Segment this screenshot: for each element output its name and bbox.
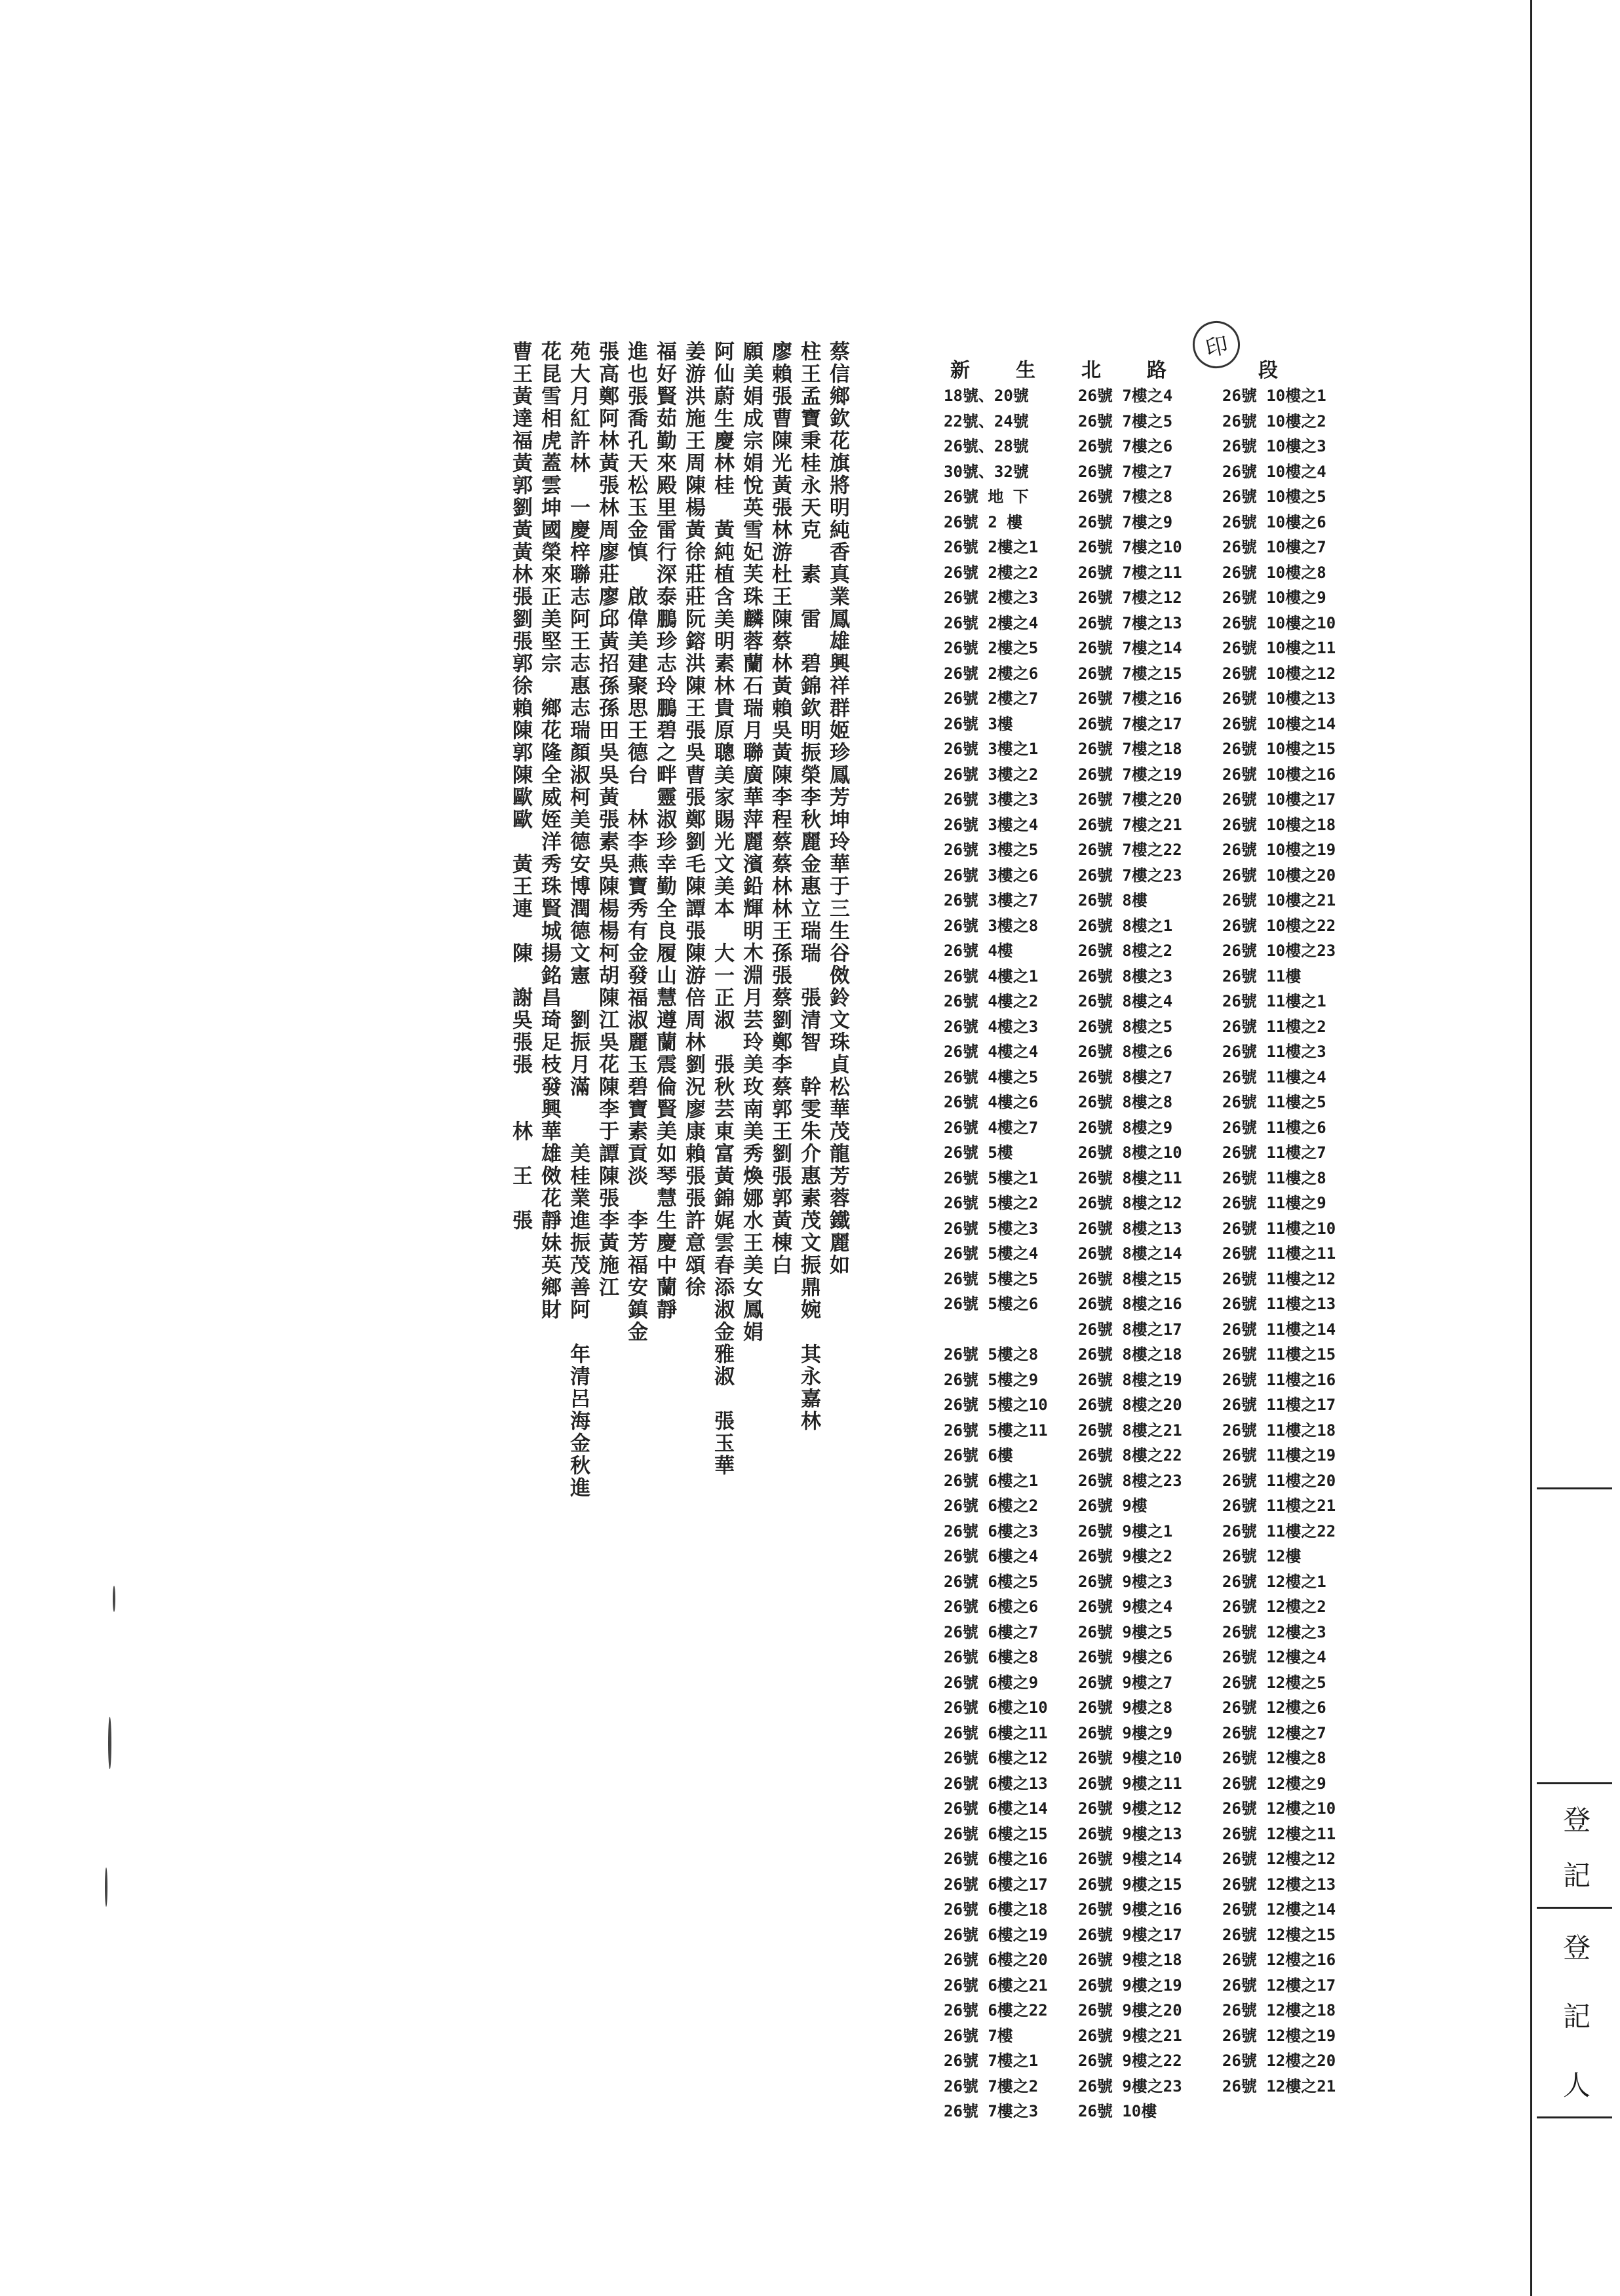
address-entry: 26號 12樓之15 bbox=[1222, 1925, 1336, 1944]
address-entry: 26號 9樓之9 bbox=[1078, 1723, 1173, 1742]
address-entry: 26號 8樓之19 bbox=[1078, 1370, 1182, 1389]
address-entry: 26號 12樓之6 bbox=[1222, 1698, 1326, 1717]
address-entry: 26號 7樓之4 bbox=[1078, 387, 1173, 405]
address-entry: 26號 12樓 bbox=[1222, 1547, 1302, 1565]
address-entry: 26號 9樓之12 bbox=[1078, 1799, 1182, 1818]
address-entry: 26號 12樓之16 bbox=[1222, 1951, 1336, 1969]
name-column: 柱王孟寶秉桂永天克 素 雷 碧錦欽明振榮李秋麗金惠立瑞瑞 張清智 幹雯朱介惠素茂文振鼎婉 其永嘉林 bbox=[797, 341, 820, 1432]
address-entry: 26號 9樓之14 bbox=[1078, 1850, 1182, 1868]
address-entry: 26號 2樓之2 bbox=[944, 563, 1039, 582]
address-entry: 26號 10樓之18 bbox=[1222, 815, 1336, 834]
address-entry: 26號 10樓之12 bbox=[1222, 664, 1336, 683]
address-entry: 26號 9樓之11 bbox=[1078, 1774, 1182, 1793]
address-entry: 26號 9樓之10 bbox=[1078, 1749, 1182, 1767]
address-entry: 26號 8樓之9 bbox=[1078, 1118, 1173, 1137]
address-entry: 26號 9樓之18 bbox=[1078, 1951, 1182, 1969]
address-entry: 26號 11樓之19 bbox=[1222, 1446, 1336, 1464]
address-entry: 26號 12樓之9 bbox=[1222, 1774, 1326, 1793]
address-entry: 18號、20號 bbox=[944, 387, 1029, 405]
address-entry: 26號 12樓之17 bbox=[1222, 1976, 1336, 1995]
address-entry: 26號 11樓之15 bbox=[1222, 1345, 1336, 1364]
margin-label: 記 bbox=[1563, 1860, 1591, 1892]
address-entry: 26號 7樓之18 bbox=[1078, 740, 1182, 758]
address-entry: 26號 3樓之2 bbox=[944, 765, 1039, 784]
address-entry: 26號 10樓之17 bbox=[1222, 790, 1336, 809]
scan-mark bbox=[105, 1867, 107, 1907]
address-entry: 26號 10樓之7 bbox=[1222, 538, 1326, 556]
address-entry: 26號 10樓之21 bbox=[1222, 891, 1336, 909]
address-entry: 26號 10樓之4 bbox=[1222, 462, 1326, 481]
address-entry: 26號 11樓之18 bbox=[1222, 1421, 1336, 1440]
address-entry: 26號 5樓之4 bbox=[944, 1244, 1039, 1263]
address-entry: 26號 7樓之21 bbox=[1078, 815, 1182, 834]
address-entry: 26號 12樓之4 bbox=[1222, 1648, 1326, 1666]
name-column: 福好賢茹勤來殿里雷行深泰鵬珍志玲鵬碧之畔靈淑珍幸勤全良履山慧遵蘭震倫賢美如琴慧生慶中蘭靜 bbox=[653, 341, 676, 1321]
address-entry: 26號 8樓之18 bbox=[1078, 1345, 1182, 1364]
address-entry: 26號 12樓之13 bbox=[1222, 1875, 1336, 1894]
address-entry: 26號 7樓之22 bbox=[1078, 841, 1182, 859]
address-entry: 26號 4樓之1 bbox=[944, 966, 1039, 985]
address-entry: 26號 5樓之5 bbox=[944, 1269, 1039, 1288]
address-entry: 26號 5樓之6 bbox=[944, 1295, 1039, 1313]
address-entry: 26號 4樓之5 bbox=[944, 1067, 1039, 1086]
address-entry: 26號 11樓之14 bbox=[1222, 1320, 1336, 1339]
address-entry: 26號 10樓之3 bbox=[1222, 437, 1326, 455]
address-entry: 26號 12樓之1 bbox=[1222, 1572, 1326, 1591]
address-entry: 26號 12樓之2 bbox=[1222, 1598, 1326, 1616]
address-entry: 26號 8樓之12 bbox=[1078, 1194, 1182, 1212]
street-char: 路 bbox=[1147, 359, 1167, 382]
address-entry: 26號 5樓之9 bbox=[944, 1370, 1039, 1389]
address-entry: 26號 11樓之4 bbox=[1222, 1067, 1326, 1086]
street-char: 生 bbox=[1016, 359, 1035, 382]
address-entry: 26號 3樓之6 bbox=[944, 866, 1039, 885]
address-entry: 26號 3樓之8 bbox=[944, 916, 1039, 935]
address-entry: 26號 8樓之20 bbox=[1078, 1396, 1182, 1414]
address-entry: 26號 4樓之6 bbox=[944, 1093, 1039, 1111]
address-column-2 bbox=[1078, 383, 1182, 2124]
address-entry: 26號 9樓之1 bbox=[1078, 1521, 1173, 1540]
address-entry: 26號 7樓之8 bbox=[1078, 488, 1173, 506]
margin-label: 登 bbox=[1563, 1932, 1591, 1964]
address-entry: 26號 9樓之13 bbox=[1078, 1824, 1182, 1843]
address-entry: 26號 9樓之19 bbox=[1078, 1976, 1182, 1995]
address-entry: 26號 8樓之1 bbox=[1078, 916, 1173, 935]
scan-mark bbox=[108, 1717, 111, 1769]
address-entry: 26號 6樓之5 bbox=[944, 1572, 1039, 1591]
address-entry: 26號 9樓之15 bbox=[1078, 1875, 1182, 1894]
address-entry: 26號 9樓之4 bbox=[1078, 1598, 1173, 1616]
address-entry: 26號 6樓之21 bbox=[944, 1976, 1048, 1995]
address-entry: 26號 12樓之12 bbox=[1222, 1850, 1336, 1868]
address-entry: 26號 10樓之10 bbox=[1222, 613, 1336, 632]
address-entry: 26號 11樓之21 bbox=[1222, 1497, 1336, 1515]
address-entry: 26號 11樓之22 bbox=[1222, 1521, 1336, 1540]
address-entry: 26號、28號 bbox=[944, 437, 1029, 455]
address-entry: 30號、32號 bbox=[944, 462, 1029, 481]
address-entry: 26號 11樓之16 bbox=[1222, 1370, 1336, 1389]
address-entry: 26號 3樓之1 bbox=[944, 740, 1039, 758]
address-entry: 26號 7樓之3 bbox=[944, 2102, 1039, 2120]
address-entry: 26號 11樓之17 bbox=[1222, 1396, 1336, 1414]
address-entry: 26號 3樓之3 bbox=[944, 790, 1039, 809]
address-entry: 26號 11樓之10 bbox=[1222, 1219, 1336, 1238]
address-entry: 26號 6樓之8 bbox=[944, 1648, 1039, 1666]
address-entry: 26號 12樓之20 bbox=[1222, 2052, 1336, 2070]
address-entry: 26號 6樓之1 bbox=[944, 1471, 1039, 1490]
address-entry: 26號 7樓之6 bbox=[1078, 437, 1173, 455]
address-entry: 26號 11樓之7 bbox=[1222, 1143, 1326, 1162]
name-column: 曹王黃達福黃郭劉黃黃林張劉張郭徐賴陳郭陳歐歐 黃王連 陳 謝吳張張 林 王 張 bbox=[509, 341, 532, 1232]
address-entry: 26號 7樓之23 bbox=[1078, 866, 1182, 885]
address-entry: 26號 3樓 bbox=[944, 714, 1013, 733]
address-entry: 26號 3樓之7 bbox=[944, 891, 1039, 909]
margin-label: 登 bbox=[1563, 1804, 1591, 1836]
address-entry: 26號 9樓之5 bbox=[1078, 1622, 1173, 1641]
address-entry: 26號 12樓之18 bbox=[1222, 2001, 1336, 2019]
address-entry bbox=[944, 1317, 1048, 1343]
address-entry: 26號 8樓之17 bbox=[1078, 1320, 1182, 1339]
address-entry: 26號 9樓之21 bbox=[1078, 2026, 1182, 2045]
address-entry: 26號 6樓之4 bbox=[944, 1547, 1039, 1565]
address-entry: 26號 12樓之7 bbox=[1222, 1723, 1326, 1742]
address-entry: 26號 5樓 bbox=[944, 1143, 1013, 1162]
address-entry: 26號 7樓之17 bbox=[1078, 714, 1182, 733]
address-entry: 26號 4樓之4 bbox=[944, 1043, 1039, 1061]
address-entry: 26號 3樓之4 bbox=[944, 815, 1039, 834]
address-entry: 26號 5樓之8 bbox=[944, 1345, 1039, 1364]
address-entry: 26號 10樓之1 bbox=[1222, 387, 1326, 405]
address-entry: 26號 6樓之19 bbox=[944, 1925, 1048, 1944]
seal-stamp: 印 bbox=[1188, 316, 1244, 372]
name-column: 花昆雪相虎蓋雲坤國榮來正美堅宗 鄉花隆全威姪洋秀珠賢城揚銘昌琦足枝發興華雄傚花靜妹英鄉財 bbox=[537, 341, 561, 1321]
address-entry: 26號 9樓 bbox=[1078, 1497, 1148, 1515]
address-entry: 26號 5樓之3 bbox=[944, 1219, 1039, 1238]
registrant-names-block bbox=[197, 341, 852, 1520]
address-entry: 26號 2樓之5 bbox=[944, 639, 1039, 657]
address-entry: 26號 11樓之3 bbox=[1222, 1043, 1326, 1061]
address-entry: 26號 8樓之8 bbox=[1078, 1093, 1173, 1111]
address-entry: 26號 11樓之20 bbox=[1222, 1471, 1336, 1490]
address-entry: 26號 12樓之10 bbox=[1222, 1799, 1336, 1818]
address-entry: 26號 6樓之6 bbox=[944, 1598, 1039, 1616]
address-entry: 26號 2樓之6 bbox=[944, 664, 1039, 683]
address-entry: 26號 2樓之7 bbox=[944, 689, 1039, 708]
address-entry: 26號 3樓之5 bbox=[944, 841, 1039, 859]
address-entry: 26號 8樓之4 bbox=[1078, 992, 1173, 1010]
address-entry: 26號 7樓之20 bbox=[1078, 790, 1182, 809]
name-column: 苑大月紅許林 一慶梓聯志阿王志惠志瑞顏淑柯美德安博潤德文憲 劉振月滿 美桂業進振茂善阿 年清呂海金秋進 bbox=[566, 341, 590, 1499]
address-entry: 26號 12樓之8 bbox=[1222, 1749, 1326, 1767]
address-entry: 26號 8樓之13 bbox=[1078, 1219, 1182, 1238]
address-entry: 26號 2 樓 bbox=[944, 512, 1023, 531]
address-entry: 26號 8樓之22 bbox=[1078, 1446, 1182, 1464]
address-entry: 26號 7樓之13 bbox=[1078, 613, 1182, 632]
address-entry: 26號 地 下 bbox=[944, 488, 1029, 506]
address-entry: 26號 10樓之5 bbox=[1222, 488, 1326, 506]
name-column: 進也張喬孔天松玉金慎 啟偉美建聚思王德台 林李燕寶秀有金發福淑麗玉碧寶素貢淡 李芳福安鎮金 bbox=[624, 341, 647, 1343]
address-entry: 26號 11樓 bbox=[1222, 966, 1302, 985]
address-entry: 26號 12樓之14 bbox=[1222, 1900, 1336, 1919]
address-entry: 26號 10樓之13 bbox=[1222, 689, 1336, 708]
address-entry: 26號 6樓之12 bbox=[944, 1749, 1048, 1767]
margin-border bbox=[1530, 0, 1532, 2296]
address-entry: 26號 6樓之7 bbox=[944, 1622, 1039, 1641]
address-entry: 26號 12樓之3 bbox=[1222, 1622, 1326, 1641]
margin-rule bbox=[1537, 1782, 1612, 1784]
address-entry: 26號 10樓之16 bbox=[1222, 765, 1336, 784]
address-entry: 26號 8樓之14 bbox=[1078, 1244, 1182, 1263]
address-entry: 26號 8樓之23 bbox=[1078, 1471, 1182, 1490]
address-entry: 26號 6樓之9 bbox=[944, 1673, 1039, 1692]
address-entry: 26號 11樓之12 bbox=[1222, 1269, 1336, 1288]
address-entry: 26號 9樓之6 bbox=[1078, 1648, 1173, 1666]
address-entry: 26號 11樓之5 bbox=[1222, 1093, 1326, 1111]
address-entry: 26號 7樓之19 bbox=[1078, 765, 1182, 784]
address-entry: 26號 8樓之21 bbox=[1078, 1421, 1182, 1440]
name-column: 張高鄭阿林黃張林周廖莊廖邱黃招孫孫田吳吳黃張素吳陳楊楊柯胡陳江吳花陳李于譚陳張李黃施江 bbox=[595, 341, 619, 1299]
address-entry: 26號 7樓之2 bbox=[944, 2076, 1039, 2095]
address-entry: 26號 10樓之11 bbox=[1222, 639, 1336, 657]
address-entry: 26號 5樓之11 bbox=[944, 1421, 1048, 1440]
address-column-3 bbox=[1222, 383, 1336, 2099]
address-entry: 26號 10樓之2 bbox=[1222, 411, 1326, 430]
address-entry: 26號 8樓之7 bbox=[1078, 1067, 1173, 1086]
address-entry: 26號 4樓之3 bbox=[944, 1017, 1039, 1036]
address-entry: 26號 10樓之8 bbox=[1222, 563, 1326, 582]
address-entry: 26號 8樓之3 bbox=[1078, 966, 1173, 985]
address-entry: 26號 9樓之8 bbox=[1078, 1698, 1173, 1717]
name-column: 阿仙蔚生慶林桂 黃純植含美明素林貴原聰美家賜光文美本 大一正淑 張秋芸東富黃錦娓雲春添淑金雅淑 張玉華 bbox=[710, 341, 734, 1477]
address-entry: 26號 11樓之1 bbox=[1222, 992, 1326, 1010]
name-column: 姜游洪施王周陳楊黃徐莊莊阮鎔洪陳王張吳曹張鄭劉毛陳譚張陳游倍周林劉況廖康賴張張許意頌徐 bbox=[682, 341, 705, 1299]
address-entry: 26號 6樓之14 bbox=[944, 1799, 1048, 1818]
address-entry: 26號 9樓之22 bbox=[1078, 2052, 1182, 2070]
address-entry: 26號 6樓之17 bbox=[944, 1875, 1048, 1894]
address-entry: 26號 9樓之23 bbox=[1078, 2076, 1182, 2095]
address-entry: 26號 10樓之14 bbox=[1222, 714, 1336, 733]
address-entry: 26號 6樓 bbox=[944, 1446, 1013, 1464]
address-entry: 26號 7樓 bbox=[944, 2026, 1013, 2045]
address-entry: 26號 7樓之12 bbox=[1078, 588, 1182, 607]
address-entry: 26號 7樓之7 bbox=[1078, 462, 1173, 481]
address-entry: 26號 6樓之15 bbox=[944, 1824, 1048, 1843]
address-entry: 26號 10樓 bbox=[1078, 2102, 1157, 2120]
address-entry: 26號 12樓之21 bbox=[1222, 2076, 1336, 2095]
address-entry: 26號 11樓之6 bbox=[1222, 1118, 1326, 1137]
address-entry: 26號 10樓之9 bbox=[1222, 588, 1326, 607]
address-entry: 26號 9樓之3 bbox=[1078, 1572, 1173, 1591]
address-entry: 26號 6樓之13 bbox=[944, 1774, 1048, 1793]
address-column-1 bbox=[944, 383, 1048, 2124]
address-entry: 26號 7樓之11 bbox=[1078, 563, 1182, 582]
margin-rule bbox=[1537, 1487, 1612, 1489]
address-entry: 26號 5樓之2 bbox=[944, 1194, 1039, 1212]
address-entry: 26號 5樓之1 bbox=[944, 1168, 1039, 1187]
address-entry: 26號 7樓之1 bbox=[944, 2052, 1039, 2070]
address-entry: 26號 11樓之8 bbox=[1222, 1168, 1326, 1187]
address-entry: 26號 8樓之5 bbox=[1078, 1017, 1173, 1036]
address-entry: 26號 10樓之6 bbox=[1222, 512, 1326, 531]
address-entry: 26號 5樓之10 bbox=[944, 1396, 1048, 1414]
address-entry: 26號 6樓之3 bbox=[944, 1521, 1039, 1540]
address-entry: 26號 6樓之11 bbox=[944, 1723, 1048, 1742]
name-column: 願美娟成宗娟悅英雪妃芙珠麟蓉蘭石瑞月聯廣華萍麗濱鉛輝明木淵月芸玲美玫南美秀煥娜水王美女鳳娟 bbox=[739, 341, 763, 1343]
address-entry: 26號 6樓之22 bbox=[944, 2001, 1048, 2019]
margin-rule bbox=[1537, 1907, 1612, 1909]
address-entry: 26號 6樓之16 bbox=[944, 1850, 1048, 1868]
address-entry: 26號 2樓之3 bbox=[944, 588, 1039, 607]
address-entry: 26號 8樓之6 bbox=[1078, 1043, 1173, 1061]
address-entry: 26號 7樓之9 bbox=[1078, 512, 1173, 531]
name-column: 蔡信鄉欽花旗將明純香真業鳳雄興祥群姬珍鳳芳坤玲華于三生谷傚鈴文珠貞松華茂龍芳蓉鐵麗如 bbox=[826, 341, 849, 1276]
name-column: 廖賴張曹陳光黃張林游杜王陳蔡林黃賴吳黃陳李程蔡蔡林林王孫張蔡劉鄭李蔡郭王劉張郭黃棟白 bbox=[768, 341, 792, 1276]
address-entry: 26號 4樓之2 bbox=[944, 992, 1039, 1010]
address-entry: 26號 12樓之11 bbox=[1222, 1824, 1336, 1843]
street-char: 段 bbox=[1258, 359, 1278, 382]
address-entry: 26號 10樓之15 bbox=[1222, 740, 1336, 758]
address-entry: 26號 6樓之2 bbox=[944, 1497, 1039, 1515]
address-entry: 26號 6樓之20 bbox=[944, 1951, 1048, 1969]
address-entry: 26號 7樓之15 bbox=[1078, 664, 1182, 683]
address-entry: 26號 11樓之11 bbox=[1222, 1244, 1336, 1263]
address-entry: 26號 8樓之11 bbox=[1078, 1168, 1182, 1187]
address-entry: 26號 9樓之20 bbox=[1078, 2001, 1182, 2019]
address-entry: 26號 8樓之2 bbox=[1078, 942, 1173, 960]
scan-mark bbox=[113, 1586, 115, 1612]
address-entry: 26號 7樓之16 bbox=[1078, 689, 1182, 708]
address-entry: 26號 10樓之23 bbox=[1222, 942, 1336, 960]
street-char: 北 bbox=[1081, 359, 1101, 382]
address-entry: 26號 6樓之10 bbox=[944, 1698, 1048, 1717]
address-entry: 22號、24號 bbox=[944, 411, 1029, 430]
address-entry: 26號 8樓之15 bbox=[1078, 1269, 1182, 1288]
address-entry: 26號 2樓之4 bbox=[944, 613, 1039, 632]
address-entry: 26號 9樓之7 bbox=[1078, 1673, 1173, 1692]
address-entry: 26號 10樓之19 bbox=[1222, 841, 1336, 859]
address-entry: 26號 4樓 bbox=[944, 942, 1013, 960]
margin-label: 記 bbox=[1563, 2000, 1591, 2033]
address-entry: 26號 9樓之17 bbox=[1078, 1925, 1182, 1944]
address-entry: 26號 4樓之7 bbox=[944, 1118, 1039, 1137]
address-entry: 26號 7樓之10 bbox=[1078, 538, 1182, 556]
address-entry: 26號 12樓之19 bbox=[1222, 2026, 1336, 2045]
address-entry: 26號 11樓之2 bbox=[1222, 1017, 1326, 1036]
street-char: 新 bbox=[950, 359, 970, 382]
address-entry: 26號 11樓之9 bbox=[1222, 1194, 1326, 1212]
address-entry: 26號 10樓之22 bbox=[1222, 916, 1336, 935]
address-entry: 26號 12樓之5 bbox=[1222, 1673, 1326, 1692]
address-entry: 26號 10樓之20 bbox=[1222, 866, 1336, 885]
street-header bbox=[950, 354, 1343, 380]
address-entry: 26號 9樓之16 bbox=[1078, 1900, 1182, 1919]
address-entry: 26號 8樓 bbox=[1078, 891, 1148, 909]
address-entry: 26號 7樓之14 bbox=[1078, 639, 1182, 657]
address-entry: 26號 9樓之2 bbox=[1078, 1547, 1173, 1565]
margin-label: 人 bbox=[1563, 2069, 1591, 2101]
address-entry: 26號 8樓之16 bbox=[1078, 1295, 1182, 1313]
address-entry: 26號 8樓之10 bbox=[1078, 1143, 1182, 1162]
address-entry: 26號 6樓之18 bbox=[944, 1900, 1048, 1919]
address-entry: 26號 11樓之13 bbox=[1222, 1295, 1336, 1313]
margin-rule bbox=[1537, 2116, 1612, 2118]
address-entry: 26號 7樓之5 bbox=[1078, 411, 1173, 430]
address-entry: 26號 2樓之1 bbox=[944, 538, 1039, 556]
